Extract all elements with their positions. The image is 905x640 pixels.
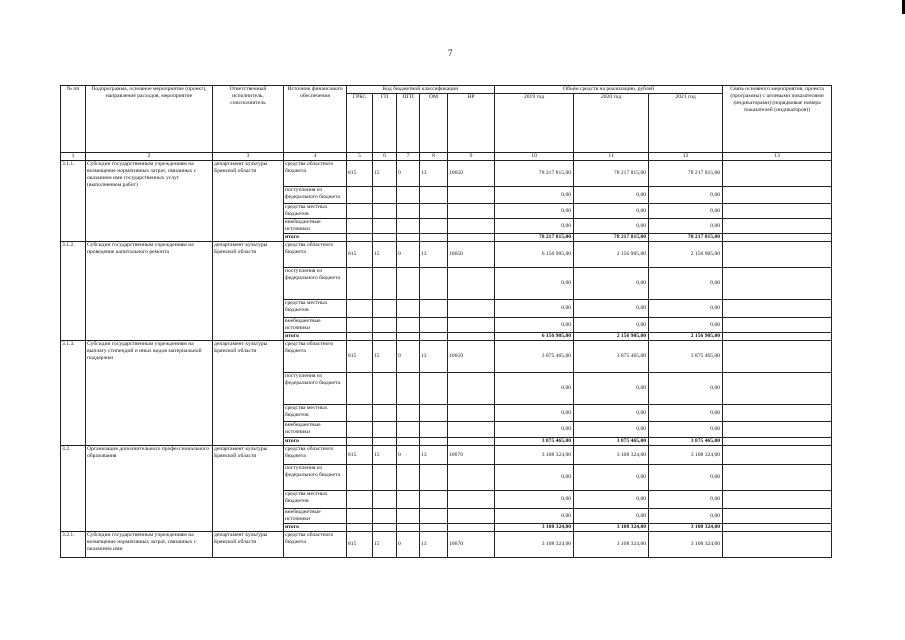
col-index: 3 [213, 153, 284, 161]
amount-v2020: 2 156 905,00 [574, 242, 649, 268]
amount-zero: 0,00 [574, 373, 649, 405]
amount-zero: 0,00 [649, 318, 723, 333]
amount-zero: 0,00 [649, 219, 723, 234]
total-v2021: 3 875 465,00 [649, 438, 723, 446]
code-empty [448, 234, 495, 242]
amount-v2021: 3 875 465,00 [649, 341, 723, 373]
code-empty [347, 491, 373, 509]
code-om: 13 [420, 532, 448, 558]
header-row-1 [61, 86, 832, 94]
indicator-link [723, 234, 832, 242]
executor: департамент культуры Брянской области [213, 161, 284, 242]
code-nr: 10650 [448, 161, 495, 187]
indicator-link [723, 373, 832, 405]
code-empty [373, 333, 397, 341]
code-empty [448, 405, 495, 422]
indicator-link [723, 524, 832, 532]
amount-zero: 0,00 [649, 300, 723, 318]
amount-zero: 0,00 [574, 465, 649, 491]
code-empty [448, 373, 495, 405]
row-number: 3.1.1. [61, 161, 86, 242]
code-empty [448, 524, 495, 532]
header-budget-code: Код бюджетной классификации [347, 86, 495, 94]
code-grbs: 815 [347, 341, 373, 373]
indicator-link [723, 465, 832, 491]
code-empty [397, 465, 420, 491]
code-empty [347, 219, 373, 234]
amount-zero: 0,00 [649, 373, 723, 405]
code-empty [373, 219, 397, 234]
code-empty [397, 318, 420, 333]
code-empty [347, 187, 373, 204]
amount-zero: 0,00 [574, 204, 649, 219]
total-v2021: 3 108 324,00 [649, 524, 723, 532]
amount-v2020: 78 217 815,00 [574, 161, 649, 187]
measure-name: Субсидии государственным учреждениям на проведение капитального ремонта [86, 242, 213, 341]
code-empty [347, 422, 373, 438]
funding-source: поступления из федерального бюджета [284, 268, 347, 300]
code-empty [347, 524, 373, 532]
row-number: 3.2. [61, 446, 86, 532]
col-index: 1 [61, 153, 86, 161]
code-empty [373, 509, 397, 524]
code-gp: 15 [373, 161, 397, 187]
funding-source: средства областного бюджета [284, 446, 347, 465]
code-empty [397, 187, 420, 204]
code-empty [347, 300, 373, 318]
col-index: 11 [574, 153, 649, 161]
amount-zero: 0,00 [574, 219, 649, 234]
code-empty [347, 234, 373, 242]
code-empty [448, 333, 495, 341]
code-empty [397, 524, 420, 532]
amount-zero: 0,00 [495, 405, 574, 422]
code-empty [420, 405, 448, 422]
funding-source: поступления из федерального бюджета [284, 187, 347, 204]
code-om: 13 [420, 161, 448, 187]
col-index: 7 [397, 153, 420, 161]
code-empty [373, 234, 397, 242]
amount-zero: 0,00 [574, 300, 649, 318]
code-empty [448, 465, 495, 491]
header-om: ОМ [420, 94, 448, 153]
amount-v2021: 2 156 905,00 [649, 242, 723, 268]
row-number: 3.2.1. [61, 532, 86, 558]
code-empty [420, 268, 448, 300]
code-grbs: 815 [347, 446, 373, 465]
measure-name: Субсидии государственным учреждениям на возмещение нормативных затрат, связанных с оказанием ими государственных услуг (выполнением работ) [86, 161, 213, 242]
col-index: 13 [723, 153, 832, 161]
code-empty [448, 422, 495, 438]
col-index: 4 [284, 153, 347, 161]
code-gp: 15 [373, 341, 397, 373]
code-om: 13 [420, 446, 448, 465]
amount-zero: 0,00 [649, 422, 723, 438]
funding-source: поступления из федерального бюджета [284, 373, 347, 405]
code-grbs: 815 [347, 161, 373, 187]
amount-zero: 0,00 [649, 405, 723, 422]
indicator-link [723, 268, 832, 300]
amount-zero: 0,00 [649, 187, 723, 204]
amount-zero: 0,00 [574, 268, 649, 300]
indicator-link [723, 405, 832, 422]
header-executor: Ответственный исполнитель, соисполнитель [213, 86, 284, 153]
code-empty [397, 491, 420, 509]
code-empty [373, 465, 397, 491]
total-v2020: 3 875 465,00 [574, 438, 649, 446]
code-empty [397, 300, 420, 318]
indicator-link [723, 438, 832, 446]
code-empty [420, 187, 448, 204]
code-nr: 10670 [448, 532, 495, 558]
amount-v2021: 3 108 324,00 [649, 446, 723, 465]
amount-zero: 0,00 [574, 509, 649, 524]
code-empty [373, 268, 397, 300]
indicator-link [723, 242, 832, 268]
amount-zero: 0,00 [574, 491, 649, 509]
amount-zero: 0,00 [495, 204, 574, 219]
funding-source: внебюджетные источники [284, 422, 347, 438]
code-empty [397, 373, 420, 405]
header-nr: НР [448, 94, 495, 153]
code-gp: 15 [373, 532, 397, 558]
measure-name: Субсидии государственным учреждениям на выплату стипендий и иных видов материальной поддержки [86, 341, 213, 446]
code-nr: 10650 [448, 341, 495, 373]
code-empty [420, 524, 448, 532]
code-empty [347, 438, 373, 446]
indicator-link [723, 532, 832, 558]
code-empty [397, 333, 420, 341]
amount-zero: 0,00 [495, 187, 574, 204]
amount-zero: 0,00 [649, 509, 723, 524]
funding-source: средства областного бюджета [284, 242, 347, 268]
table-row [61, 242, 832, 268]
code-empty [397, 422, 420, 438]
total-v2019: 3 875 465,00 [495, 438, 574, 446]
code-empty [448, 187, 495, 204]
total-v2020: 2 156 905,00 [574, 333, 649, 341]
code-empty [373, 187, 397, 204]
funding-source: средства областного бюджета [284, 161, 347, 187]
funding-source: итого [284, 333, 347, 341]
amount-zero: 0,00 [574, 422, 649, 438]
table-row [61, 532, 832, 558]
code-gp: 15 [373, 446, 397, 465]
code-gp: 15 [373, 242, 397, 268]
amount-v2021: 78 217 815,00 [649, 161, 723, 187]
header-link: Связь основного мероприятия, проекта (программы) с целевыми показателями (индикаторами) (порядковые номера показателей (индикаторов)) [723, 86, 832, 153]
col-index: 12 [649, 153, 723, 161]
code-empty [397, 438, 420, 446]
code-empty [420, 300, 448, 318]
funding-source: внебюджетные источники [284, 219, 347, 234]
code-nr: 10670 [448, 446, 495, 465]
code-empty [420, 438, 448, 446]
amount-zero: 0,00 [574, 405, 649, 422]
code-empty [397, 268, 420, 300]
amount-zero: 0,00 [495, 318, 574, 333]
code-empty [448, 300, 495, 318]
code-grbs: 815 [347, 242, 373, 268]
code-empty [448, 268, 495, 300]
code-empty [373, 422, 397, 438]
header-program: Подпрограмма, основное мероприятие (проект), направление расходов, мероприятие [86, 86, 213, 153]
indicator-link [723, 219, 832, 234]
code-empty [373, 300, 397, 318]
total-v2021: 78 217 815,00 [649, 234, 723, 242]
code-empty [373, 438, 397, 446]
indicator-link [723, 300, 832, 318]
funding-source: средства местных бюджетов [284, 300, 347, 318]
budget-table [60, 85, 832, 558]
funding-source: итого [284, 234, 347, 242]
indicator-link [723, 318, 832, 333]
code-empty [347, 373, 373, 405]
code-empty [347, 509, 373, 524]
amount-v2019: 3 108 324,00 [495, 532, 574, 558]
code-nr: 10650 [448, 242, 495, 268]
row-number: 3.1.2. [61, 242, 86, 341]
code-pgp: 0 [397, 161, 420, 187]
indicator-link [723, 446, 832, 465]
code-empty [420, 219, 448, 234]
amount-zero: 0,00 [495, 300, 574, 318]
code-empty [420, 491, 448, 509]
row-number: 3.1.3. [61, 341, 86, 446]
total-v2019: 6 156 905,00 [495, 333, 574, 341]
header-pgp: ПГП [397, 94, 420, 153]
code-empty [347, 204, 373, 219]
header-2020: 2020 год [574, 94, 649, 153]
col-index: 6 [373, 153, 397, 161]
code-grbs: 815 [347, 532, 373, 558]
code-empty [420, 373, 448, 405]
code-empty [420, 465, 448, 491]
code-pgp: 0 [397, 341, 420, 373]
indicator-link [723, 187, 832, 204]
code-empty [448, 438, 495, 446]
funding-source: итого [284, 524, 347, 532]
executor: департамент культуры Брянской области [213, 446, 284, 532]
indicator-link [723, 422, 832, 438]
code-empty [420, 234, 448, 242]
indicator-link [723, 491, 832, 509]
total-v2020: 78 217 815,00 [574, 234, 649, 242]
funding-source: поступления из федерального бюджета [284, 465, 347, 491]
amount-zero: 0,00 [649, 204, 723, 219]
amount-zero: 0,00 [495, 465, 574, 491]
executor: департамент культуры Брянской области [213, 242, 284, 341]
code-empty [347, 405, 373, 422]
code-empty [347, 465, 373, 491]
code-empty [373, 204, 397, 219]
table-row [61, 161, 832, 187]
code-empty [420, 509, 448, 524]
funding-source: итого [284, 438, 347, 446]
header-num: № пп [61, 86, 86, 153]
total-v2021: 2 156 905,00 [649, 333, 723, 341]
table-row [61, 446, 832, 465]
code-empty [397, 219, 420, 234]
code-empty [448, 204, 495, 219]
amount-v2020: 3 875 465,00 [574, 341, 649, 373]
code-empty [373, 405, 397, 422]
code-empty [448, 491, 495, 509]
code-empty [373, 524, 397, 532]
table-row [61, 341, 832, 373]
amount-zero: 0,00 [495, 373, 574, 405]
amount-zero: 0,00 [495, 491, 574, 509]
code-empty [420, 204, 448, 219]
column-index-row [61, 153, 832, 161]
funding-source: средства местных бюджетов [284, 405, 347, 422]
code-empty [347, 268, 373, 300]
code-pgp: 0 [397, 242, 420, 268]
funding-source: внебюджетные источники [284, 318, 347, 333]
amount-zero: 0,00 [495, 268, 574, 300]
amount-zero: 0,00 [574, 318, 649, 333]
indicator-link [723, 333, 832, 341]
amount-v2019: 3 875 465,00 [495, 341, 574, 373]
indicator-link [723, 204, 832, 219]
header-gp: ГП [373, 94, 397, 153]
funding-source: средства местных бюджетов [284, 204, 347, 219]
col-index: 9 [448, 153, 495, 161]
code-empty [373, 373, 397, 405]
col-index: 2 [86, 153, 213, 161]
funding-source: внебюджетные источники [284, 509, 347, 524]
code-empty [347, 318, 373, 333]
executor: департамент культуры Брянской области [213, 532, 284, 558]
amount-zero: 0,00 [649, 465, 723, 491]
header-2021: 2021 год [649, 94, 723, 153]
header-source: Источник финансового обеспечения [284, 86, 347, 153]
amount-zero: 0,00 [649, 268, 723, 300]
code-empty [397, 405, 420, 422]
amount-v2019: 78 217 815,00 [495, 161, 574, 187]
code-om: 13 [420, 341, 448, 373]
amount-v2019: 3 108 324,00 [495, 446, 574, 465]
executor: департамент культуры Брянской области [213, 341, 284, 446]
total-v2020: 3 108 324,00 [574, 524, 649, 532]
col-index: 5 [347, 153, 373, 161]
code-empty [420, 422, 448, 438]
amount-zero: 0,00 [649, 491, 723, 509]
indicator-link [723, 161, 832, 187]
funding-source: средства областного бюджета [284, 341, 347, 373]
amount-v2019: 6 156 905,00 [495, 242, 574, 268]
code-empty [420, 318, 448, 333]
col-index: 10 [495, 153, 574, 161]
amount-zero: 0,00 [495, 422, 574, 438]
amount-v2020: 3 108 324,00 [574, 532, 649, 558]
code-empty [397, 234, 420, 242]
funding-source: средства областного бюджета [284, 532, 347, 558]
code-empty [373, 318, 397, 333]
code-pgp: 0 [397, 532, 420, 558]
header-2019: 2019 год [495, 94, 574, 153]
total-v2019: 78 217 815,00 [495, 234, 574, 242]
code-empty [373, 491, 397, 509]
measure-name: Организация дополнительного профессионального образования [86, 446, 213, 532]
code-empty [397, 204, 420, 219]
code-empty [448, 509, 495, 524]
funding-source: средства местных бюджетов [284, 491, 347, 509]
amount-v2020: 3 108 324,00 [574, 446, 649, 465]
total-v2019: 3 108 324,00 [495, 524, 574, 532]
measure-name: Субсидии государственным учреждениям на возмещение нормативных затрат, связанных с оказанием ими [86, 532, 213, 558]
col-index: 8 [420, 153, 448, 161]
amount-v2021: 3 108 324,00 [649, 532, 723, 558]
code-empty [448, 318, 495, 333]
amount-zero: 0,00 [495, 219, 574, 234]
code-empty [420, 333, 448, 341]
indicator-link [723, 509, 832, 524]
code-om: 13 [420, 242, 448, 268]
page-number: 7 [448, 48, 453, 58]
code-pgp: 0 [397, 446, 420, 465]
amount-zero: 0,00 [495, 509, 574, 524]
table-body [61, 161, 832, 558]
header-volume: Объём средств на реализацию, рублей [495, 86, 723, 94]
code-empty [448, 219, 495, 234]
code-empty [397, 509, 420, 524]
indicator-link [723, 341, 832, 373]
amount-zero: 0,00 [574, 187, 649, 204]
code-empty [347, 333, 373, 341]
header-grbs: ГРБС [347, 94, 373, 153]
